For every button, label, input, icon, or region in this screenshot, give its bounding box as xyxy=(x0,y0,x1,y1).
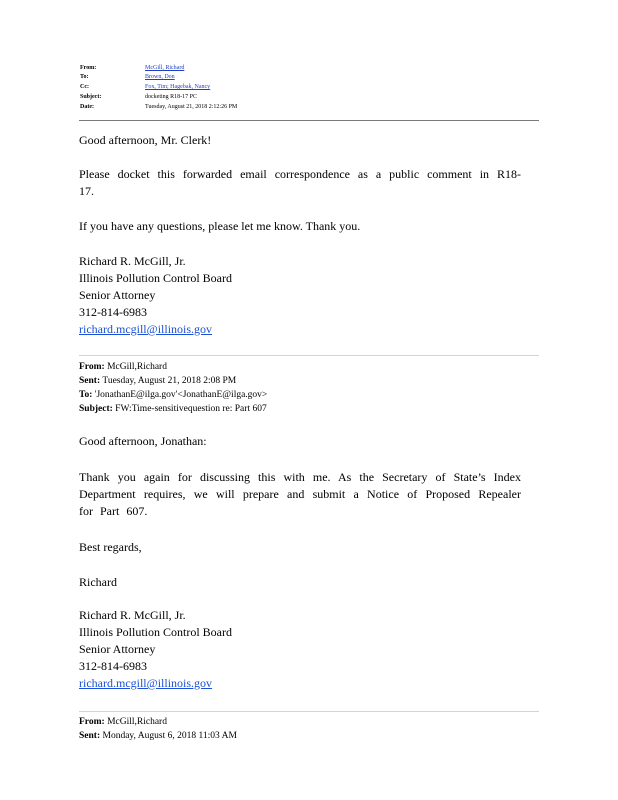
from-value[interactable]: McGill, Richard xyxy=(145,65,185,71)
signature-email-link[interactable]: richard.mcgill@illinois.gov xyxy=(79,676,213,690)
signature-name: Richard R. McGill, Jr. xyxy=(79,608,186,622)
closing: Best regards, xyxy=(79,540,142,554)
paragraph-1: Please docket this forwarded email correspondence as a public comment in R18-17. xyxy=(79,167,521,198)
date-label: Date: xyxy=(80,104,94,110)
message2-header xyxy=(79,361,267,415)
subject-label: Subject: xyxy=(80,94,102,100)
signature-name: Richard R. McGill, Jr. xyxy=(79,254,186,268)
to-label: To: xyxy=(80,74,89,80)
signature-phone: 312-814-6983 xyxy=(79,305,147,319)
message2-sent-label: Sent: xyxy=(79,376,101,386)
signature-1 xyxy=(79,253,521,338)
signature-phone: 312-814-6983 xyxy=(79,659,147,673)
message2-from-label: From: xyxy=(79,362,105,372)
to-value[interactable]: Brown, Don xyxy=(145,74,175,80)
message-divider-2 xyxy=(79,711,539,712)
signature-org: Illinois Pollution Control Board xyxy=(79,625,233,639)
signature-email-link[interactable]: richard.mcgill@illinois.gov xyxy=(79,322,213,336)
paragraph-3: Thank you again for discussing this with me. As the Secretary of State’s Index Department requires, we will prepare and submit a Notice of Proposed Repealer for Part 607. xyxy=(79,470,521,518)
message2-from-value: McGill,Richard xyxy=(107,362,167,372)
message3-from-value: McGill,Richard xyxy=(107,717,167,727)
cc-value[interactable]: Fox, Tim; Hagebak, Nancy xyxy=(145,84,211,90)
signature-org: Illinois Pollution Control Board xyxy=(79,271,233,285)
message3-header xyxy=(79,716,237,742)
greeting-1: Good afternoon, Mr. Clerk! xyxy=(79,133,212,147)
signature-title: Senior Attorney xyxy=(79,642,156,656)
message3-from-label: From: xyxy=(79,717,105,727)
signature-title: Senior Attorney xyxy=(79,288,156,302)
header-divider xyxy=(79,120,539,121)
paragraph-2: If you have any questions, please let me know. Thank you. xyxy=(79,219,361,233)
message-divider-1 xyxy=(79,355,539,356)
from-label: From: xyxy=(80,65,97,71)
message3-sent-value: Monday, August 6, 2018 11:03 AM xyxy=(102,731,237,741)
cc-label: Cc: xyxy=(80,84,89,90)
message2-to-value: 'JonathanE@ilga.gov'<JonathanE@ilga.gov> xyxy=(94,390,268,400)
signoff: Richard xyxy=(79,575,117,589)
message2-subject-value: FW:Time-sensitivequestion re: Part 607 xyxy=(115,404,267,414)
signature-2 xyxy=(79,607,521,692)
date-value: Tuesday, August 21, 2018 2:12:26 PM xyxy=(145,104,238,110)
message2-sent-value: Tuesday, August 21, 2018 2:08 PM xyxy=(102,376,237,386)
greeting-2: Good afternoon, Jonathan: xyxy=(79,434,207,448)
message2-subject-label: Subject: xyxy=(79,404,113,414)
subject-value: docketing R18-17 PC xyxy=(145,94,197,100)
message3-sent-label: Sent: xyxy=(79,731,101,741)
message2-to-label: To: xyxy=(79,390,93,400)
